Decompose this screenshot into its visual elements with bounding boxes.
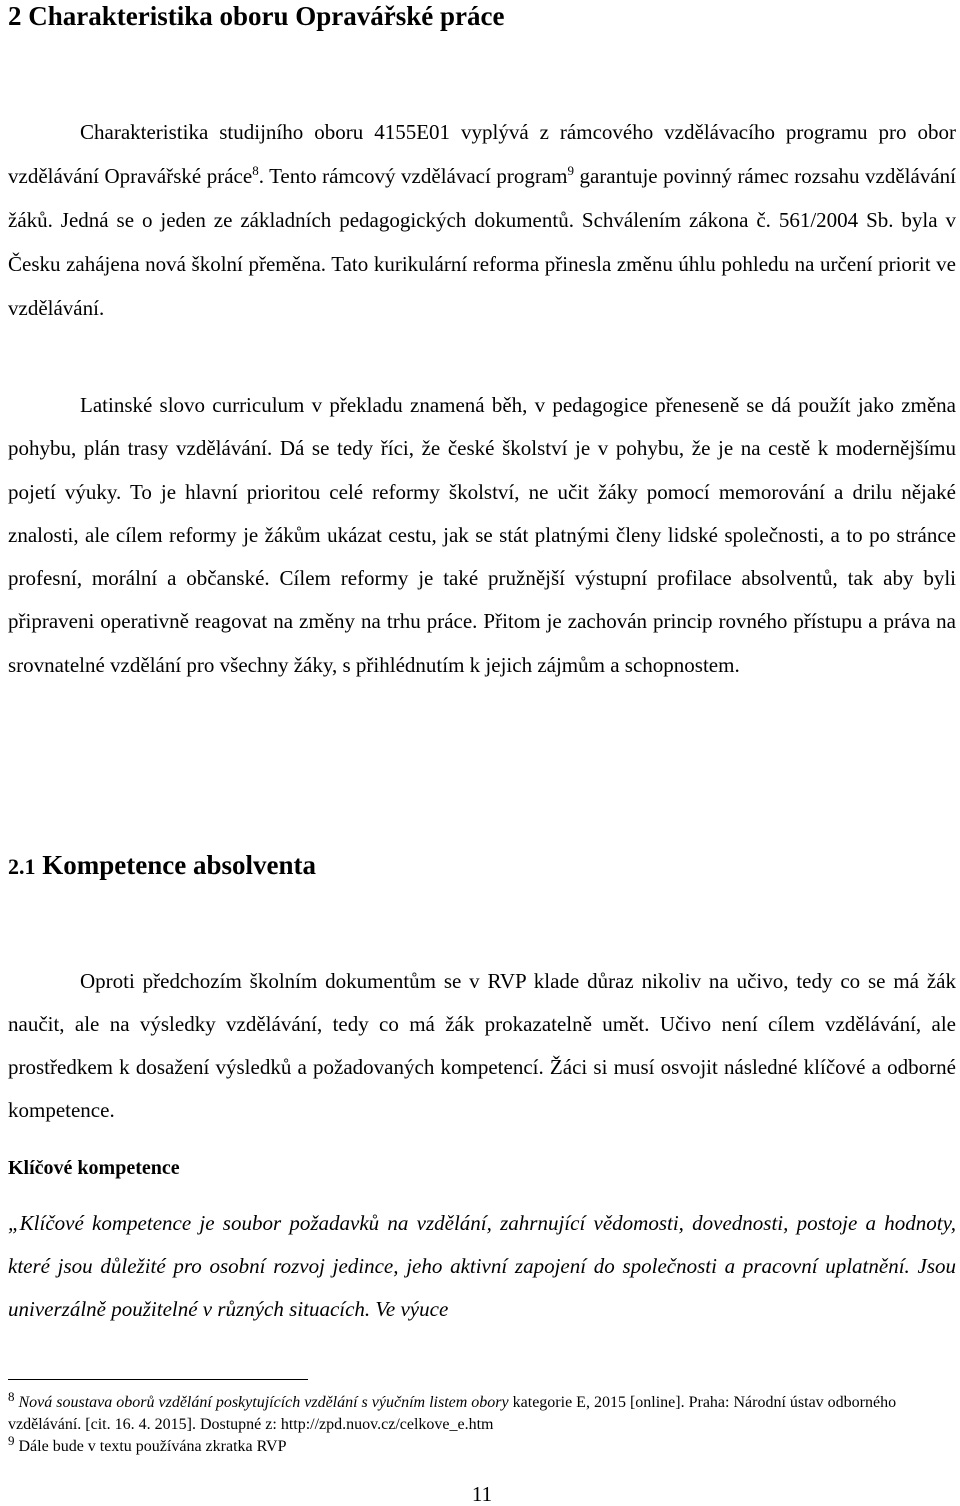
chapter-paragraph-1-part-b: . Tento rámcový vzdělávací program — [258, 164, 568, 188]
footnote-ref-8[interactable]: 8 — [252, 163, 259, 178]
chapter-paragraph-1-part-a: Charakteristika studijního oboru 4155E01 vyplývá z rámcového vzdělávacího programu pro obor vzdělávání Opravářské práce — [8, 120, 956, 188]
section-heading — [8, 848, 316, 884]
document-page — [8, 0, 956, 1506]
quote-paragraph: „Klíčové kompetence je soubor požadavků na vzdělání, zahrnující vědomosti, dovednosti, postoje a hodnoty, které jsou důležité pro osobní rozvoj jedince, jeho aktivní zapojení do společnosti a pracovní uplatnění. Jsou univerzálně použitelné v různých situacích. Ve výuce — [8, 1211, 956, 1321]
chapter-heading: 2 Charakteristika oboru Opravářské práce — [8, 1, 505, 31]
footnote-source-details: kategorie E, 2015 [online]. Praha: Národní ústav odborného vzdělávání. [cit. 16. 4. 2015]. Dostupné z: http://zpd.nuov.cz/celkove_e.htm — [8, 1394, 897, 1433]
footnote-8 — [8, 1389, 956, 1436]
chapter-paragraph-1 — [8, 110, 956, 330]
subsection-heading: Klíčové kompetence — [8, 1157, 180, 1179]
chapter-paragraph-1-part-c: garantuje povinný rámec rozsahu vzdělávání žáků. Jedná se o jeden ze základních pedagogických dokumentů. Schválením zákona č. 561/2004 Sb. byla v Česku zahájena nová školní přeměna. Tato kurikulární reforma přinesla změnu úhlu pohledu na určení priorit ve vzdělávání. — [8, 164, 956, 320]
footnotes — [8, 1389, 956, 1458]
footnote-source-title: Nová soustava oborů vzdělání poskytujících vzdělání s výučním listem obory — [18, 1394, 509, 1411]
footnote-number: 9 — [8, 1433, 15, 1448]
footnote-9 — [8, 1433, 956, 1458]
chapter-paragraph-2: Latinské slovo curriculum v překladu znamená běh, v pedagogice přeneseně se dá použít jako změna pohybu, plán trasy vzdělávání. Dá se tedy říci, že české školství je v pohybu, že je na cestě k modernějšímu pojetí výuky. To je hlavní prioritou celé reformy školství, ne učit žáky pomocí memorování a drilu nějaké znalosti, ale cílem reformy je žákům ukázat cestu, jak se stát platnými členy lidské společnosti, a to po stránce profesní, morální a občanské. Cílem reformy je také pružnější výstupní profilace absolventů, tak aby byli připraveni operativně reagovat na změny na trhu práce. Přitom je zachován princip rovného přístupu a práva na srovnatelné vzdělání pro všechny žáky, s přihlédnutím k jejich zájmům a schopnostem. — [8, 393, 956, 677]
footnote-ref-9[interactable]: 9 — [567, 163, 574, 178]
section-title: Kompetence absolventa — [35, 850, 316, 880]
footnote-text: Dále bude v textu používána zkratka RVP — [18, 1438, 287, 1455]
page-number: 11 — [471, 1482, 493, 1506]
section-paragraph-1: Oproti předchozím školním dokumentům se v RVP klade důraz nikoliv na učivo, tedy co se má žák naučit, ale na výsledky vzdělávání, tedy co má žák prokazatelně umět. Učivo není cílem vzdělávání, ale prostředkem k dosažení výsledků a požadovaných kompetencí. Žáci si musí osvojit následné klíčové a odborné kompetence. — [8, 969, 956, 1122]
section-number: 2.1 — [8, 854, 36, 879]
footnote-number: 8 — [8, 1389, 15, 1404]
footnote-separator — [8, 1379, 308, 1380]
